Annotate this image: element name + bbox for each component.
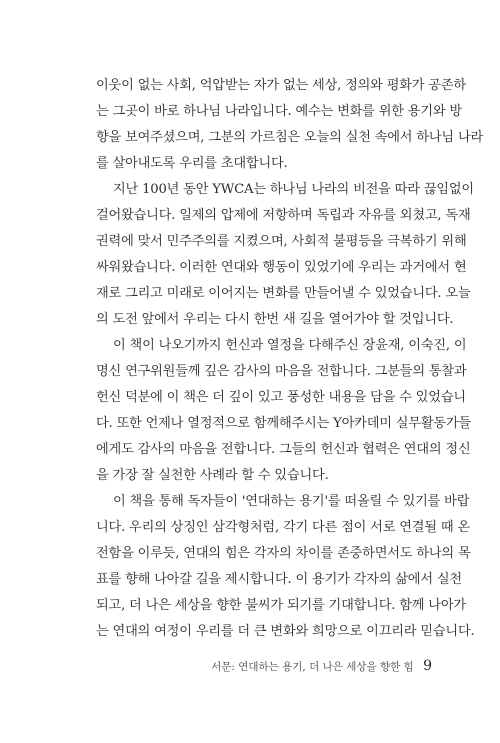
body-line: 이웃이 없는 사회, 억압받는 자가 없는 세상, 정의와 평화가 공존하	[96, 78, 466, 93]
body-line: 다. 또한 언제나 열정적으로 함께해주시는 Y아카데미 실무활동가들	[96, 416, 472, 431]
body-line: 싸워왔습니다. 이러한 연대와 행동이 있었기에 우리는 과거에서 현	[96, 260, 467, 275]
body-line: 을 가장 잘 실천한 사례라 할 수 있습니다.	[96, 468, 329, 483]
body-line: 재로 그리고 미래로 이어지는 변화를 만들어낼 수 있었습니다. 오늘	[96, 286, 471, 301]
body-line: 의 도전 앞에서 우리는 다시 한번 새 길을 열어가야 할 것입니다.	[96, 312, 454, 327]
body-line: 명신 연구위원들께 깊은 감사의 마음을 전합니다. 그분들의 통찰과	[96, 364, 467, 379]
body-line: 표를 향해 나아갈 길을 제시합니다. 이 용기가 각자의 삶에서 실천	[96, 572, 462, 587]
body-line: 헌신 덕분에 이 책은 더 깊이 있고 풍성한 내용을 담을 수 있었습니	[96, 390, 466, 405]
body-line: 권력에 맞서 민주주의를 지켰으며, 사회적 불평등을 극복하기 위해	[96, 234, 467, 249]
running-title: 서문: 연대하는 용기, 더 나은 세상을 향한 힘	[211, 661, 414, 673]
body-line: 이 책을 통해 독자들이 '연대하는 용기'를 떠올릴 수 있기를 바랍	[113, 494, 470, 509]
body-line: 걸어왔습니다. 일제의 압제에 저항하며 독립과 자유를 외쳤고, 독재	[96, 208, 471, 223]
body-line: 전함을 이루듯, 연대의 힘은 각자의 차이를 존중하면서도 하나의 목	[96, 546, 471, 561]
body-line: 는 연대의 여정이 우리를 더 큰 변화와 희망으로 이끄리라 믿습니다.	[96, 624, 475, 639]
body-line: 에게도 감사의 마음을 전합니다. 그들의 헌신과 협력은 연대의 정신	[96, 442, 471, 457]
page-footer	[211, 658, 432, 674]
body-line: 이 책이 나오기까지 헌신과 열정을 다해주신 장윤재, 이숙진, 이	[113, 338, 467, 353]
body-line: 되고, 더 나은 세상을 향한 불씨가 되기를 기대합니다. 함께 나아가	[96, 598, 466, 613]
page-number: 9	[423, 658, 432, 674]
body-line: 니다. 우리의 상징인 삼각형처럼, 각기 다른 점이 서로 연결될 때 온	[96, 520, 470, 535]
body-line: 향을 보여주셨으며, 그분의 가르침은 오늘의 실천 속에서 하나님 나라	[96, 130, 484, 145]
body-line: 는 그곳이 바로 하나님 나라입니다. 예수는 변화를 위한 용기와 방	[96, 104, 462, 119]
body-line: 를 살아내도록 우리를 초대합니다.	[96, 156, 288, 171]
body-line: 지난 100년 동안 YWCA는 하나님 나라의 비전을 따라 끊임없이	[113, 182, 474, 197]
